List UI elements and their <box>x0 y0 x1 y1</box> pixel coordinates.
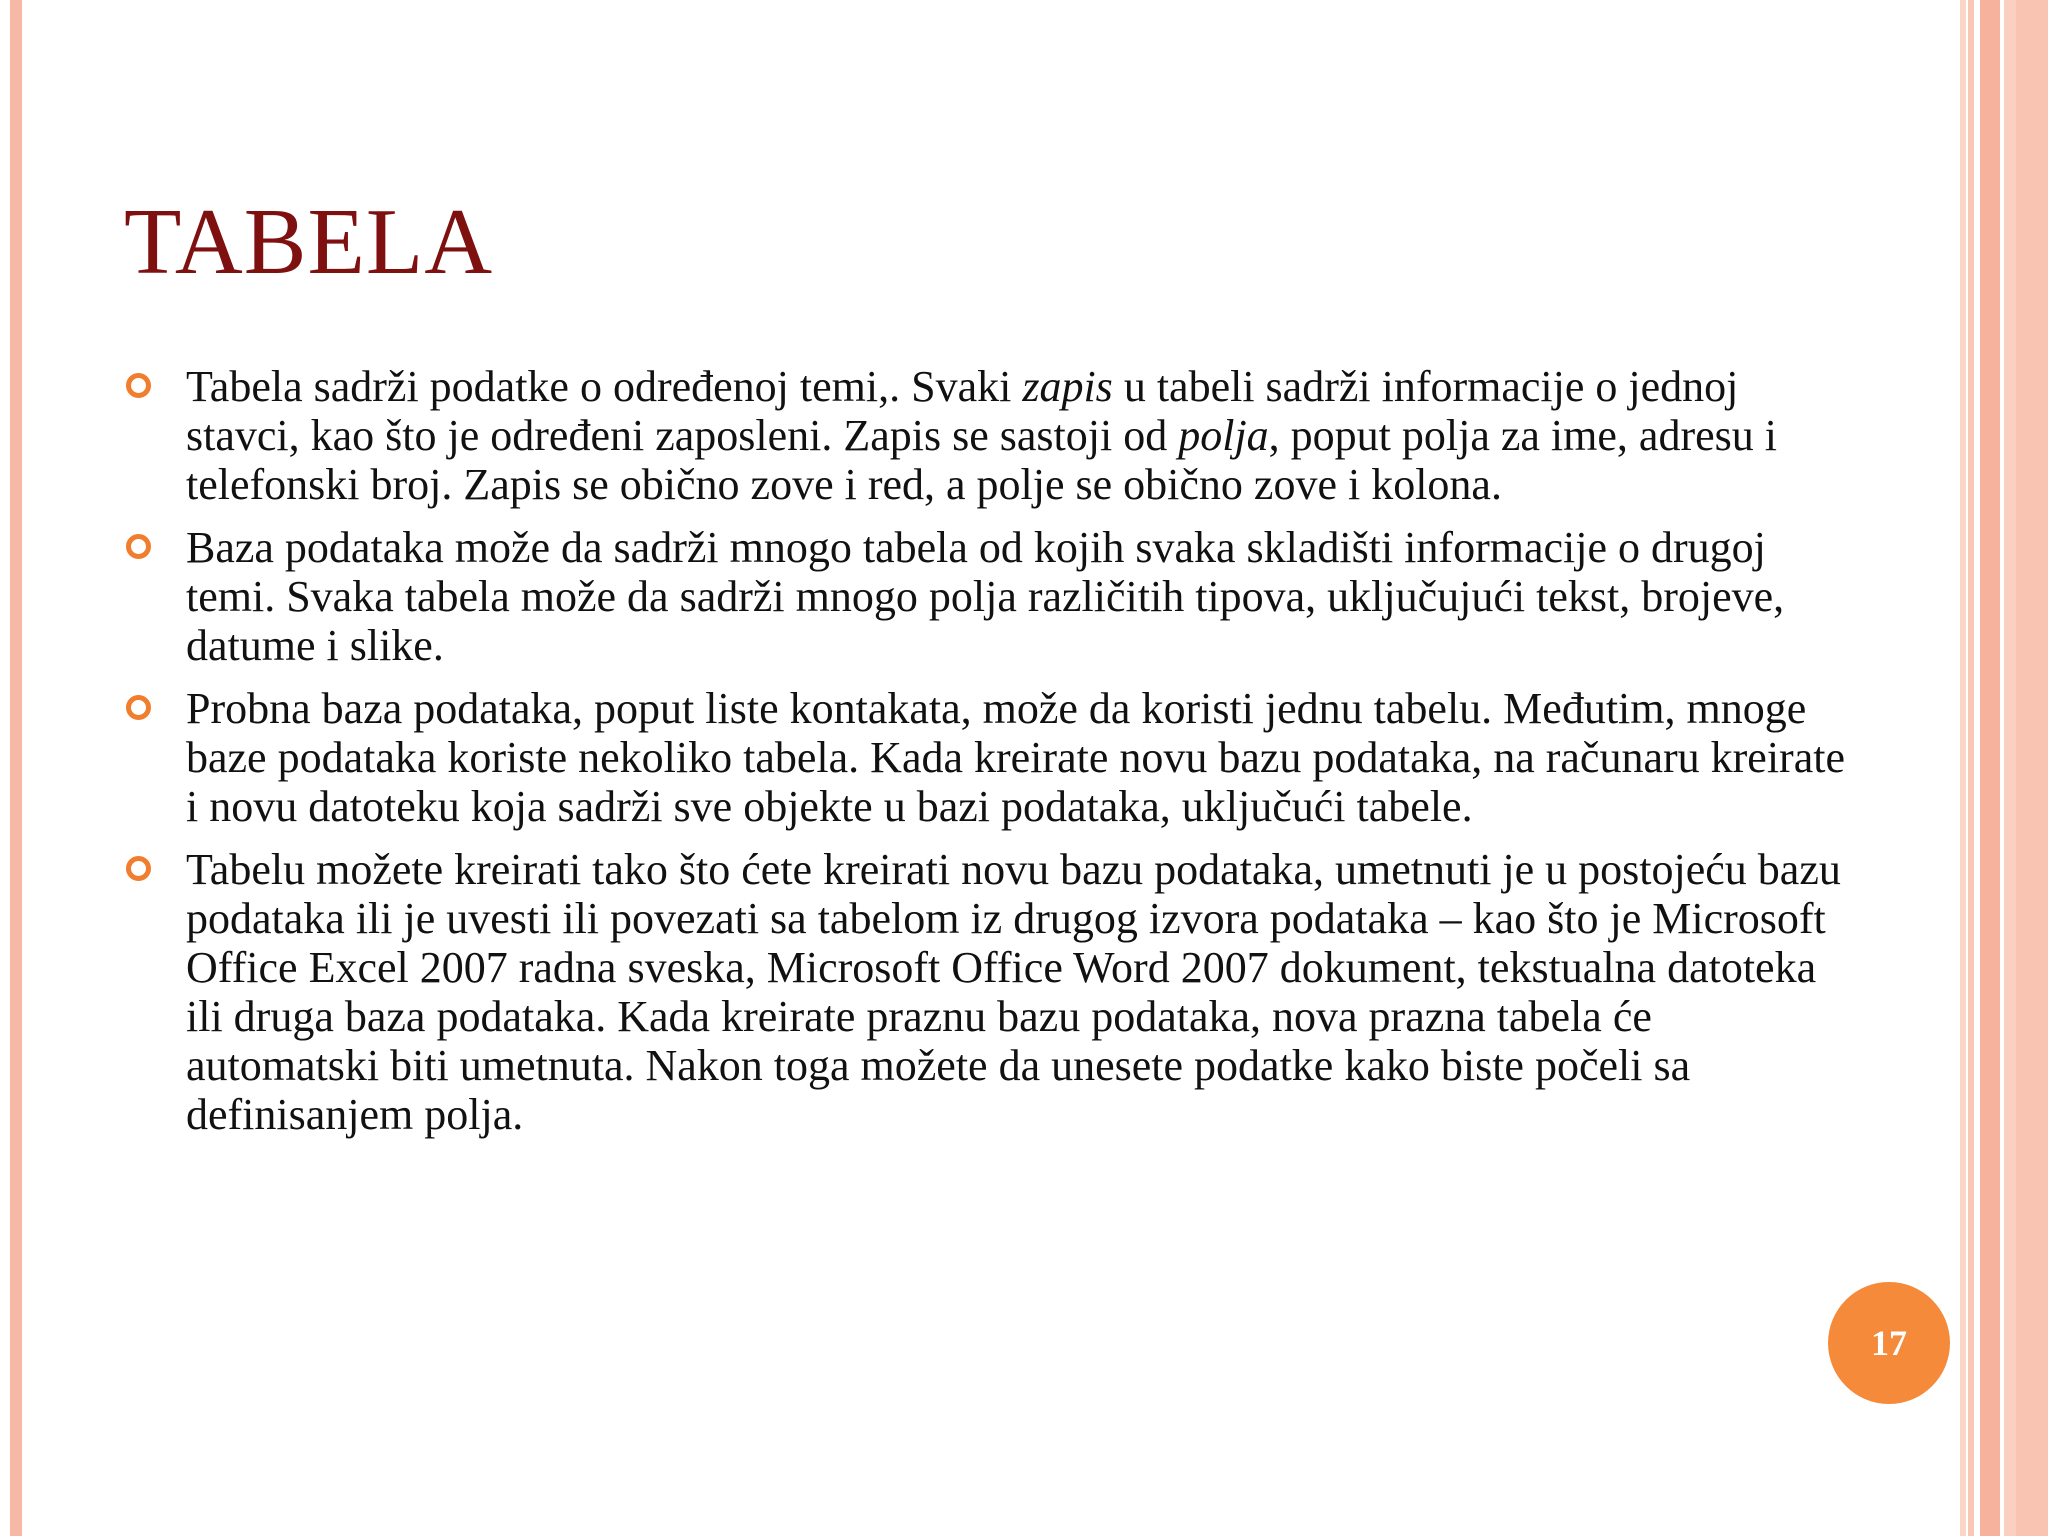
bullet-text: u tabeli sadrži informacije o jednoj stavci, kao što je određeni zaposleni. Zapis se sastoji od <box>186 362 1739 460</box>
right-border-stripe <box>2016 0 2048 1536</box>
circle-bullet-icon <box>126 534 151 559</box>
bullet-item <box>124 362 1854 509</box>
bullet-item <box>124 523 1854 670</box>
bullet-item <box>124 845 1854 1139</box>
bullet-emphasis: polja <box>1178 411 1269 460</box>
page-number-badge <box>1828 1282 1950 1404</box>
right-border-stripe <box>1960 0 1966 1536</box>
bullet-text: , poput polja za ime, adresu i telefonski broj. Zapis se obično zove i red, a polje se obično zove i kolona. <box>186 411 1777 509</box>
circle-bullet-icon <box>126 695 151 720</box>
bullet-text: Baza podataka može da sadrži mnogo tabela od kojih svaka skladišti informacije o drugoj temi. Svaka tabela može da sadrži mnogo polja različitih tipova, uključujući tekst, brojeve, datume i slike. <box>186 523 1785 670</box>
bullet-list <box>124 362 1854 1153</box>
page-number: 17 <box>1871 1323 1907 1363</box>
right-border-stripe <box>1968 0 1974 1536</box>
bullet-text: Tabelu možete kreirati tako što ćete kreirati novu bazu podataka, umetnuti je u postojeću bazu podataka ili je uvesti ili povezati sa tabelom iz drugog izvora podataka – kao što je Microsoft Office Excel 2007 radna sveska, Microsoft Office Word 2007 dokument, tekstualna datoteka ili druga baza podataka. Kada kreirate praznu bazu podataka, nova prazna tabela će automatski biti umetnuta. Nakon toga možete da unesete podatke kako biste počeli sa definisanjem polja. <box>186 845 1841 1139</box>
bullet-item <box>124 684 1854 831</box>
circle-bullet-icon <box>126 856 151 881</box>
bullet-text: Tabela sadrži podatke o određenoj temi,. Svaki <box>186 362 1023 411</box>
bullet-emphasis: zapis <box>1022 362 1113 411</box>
right-border-stripe <box>1980 0 2000 1536</box>
right-border-stripe <box>2004 0 2016 1536</box>
slide-title: TABELA <box>124 190 494 294</box>
circle-bullet-icon <box>126 373 151 398</box>
bullet-text: Probna baza podataka, poput liste kontakata, može da koristi jednu tabelu. Međutim, mnoge baze podataka koriste nekoliko tabela. Kada kreirate novu bazu podataka, na računaru kreirate i novu datoteku koja sadrži sve objekte u bazi podataka, uključući tabele. <box>186 684 1845 831</box>
left-border-stripe <box>10 0 22 1536</box>
